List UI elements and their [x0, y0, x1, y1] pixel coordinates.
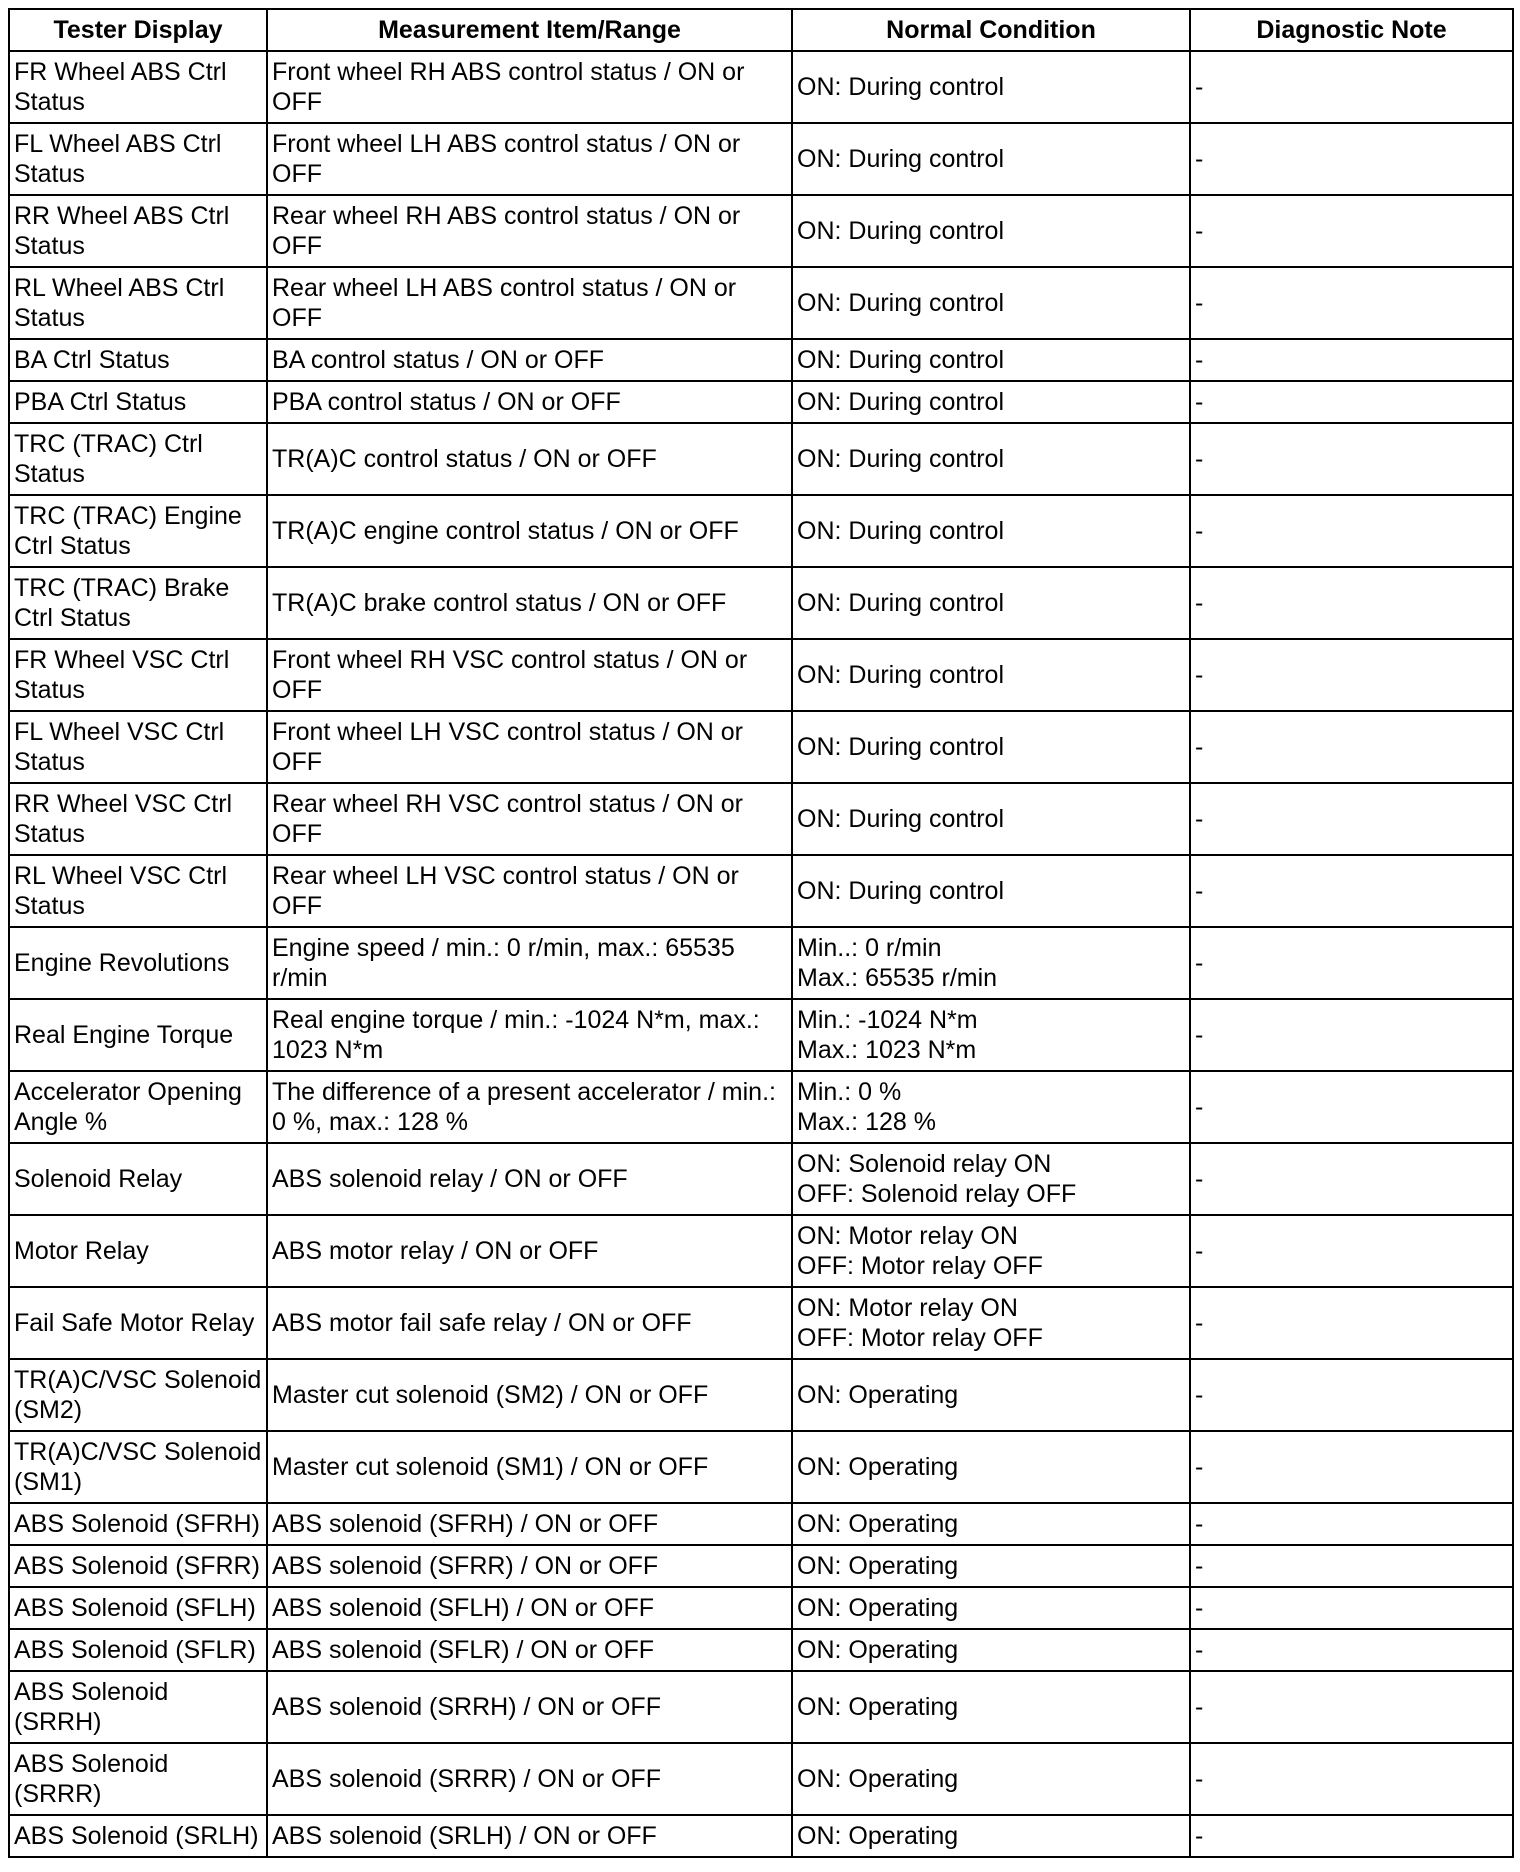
cell-tester-display: FL Wheel ABS Ctrl Status: [9, 123, 267, 195]
cell-normal-condition: ON: Motor relay ON OFF: Motor relay OFF: [792, 1287, 1190, 1359]
cell-measurement-item: BA control status / ON or OFF: [267, 339, 792, 381]
cell-diagnostic-note: -: [1190, 711, 1513, 783]
cell-measurement-item: Rear wheel LH ABS control status / ON or OFF: [267, 267, 792, 339]
cell-tester-display: Engine Revolutions: [9, 927, 267, 999]
cell-normal-condition: ON: Operating: [792, 1359, 1190, 1431]
table-body: [9, 51, 1513, 1857]
data-list-table: [8, 8, 1514, 1858]
cell-normal-condition: ON: During control: [792, 423, 1190, 495]
cell-measurement-item: Real engine torque / min.: -1024 N*m, max.: 1023 N*m: [267, 999, 792, 1071]
table-row: [9, 1431, 1513, 1503]
table-row: [9, 711, 1513, 783]
cell-normal-condition: ON: During control: [792, 381, 1190, 423]
cell-tester-display: TR(A)C/VSC Solenoid (SM2): [9, 1359, 267, 1431]
cell-measurement-item: TR(A)C control status / ON or OFF: [267, 423, 792, 495]
cell-tester-display: FL Wheel VSC Ctrl Status: [9, 711, 267, 783]
cell-normal-condition: ON: During control: [792, 711, 1190, 783]
cell-measurement-item: Master cut solenoid (SM1) / ON or OFF: [267, 1431, 792, 1503]
table-row: [9, 783, 1513, 855]
table-row: [9, 999, 1513, 1071]
table-row: [9, 1815, 1513, 1857]
cell-measurement-item: TR(A)C engine control status / ON or OFF: [267, 495, 792, 567]
cell-tester-display: Motor Relay: [9, 1215, 267, 1287]
table-row: [9, 1671, 1513, 1743]
table-row: [9, 51, 1513, 123]
cell-diagnostic-note: -: [1190, 855, 1513, 927]
cell-diagnostic-note: -: [1190, 1587, 1513, 1629]
cell-measurement-item: Front wheel RH ABS control status / ON or OFF: [267, 51, 792, 123]
header-tester-display: Tester Display: [9, 9, 267, 51]
cell-tester-display: TRC (TRAC) Engine Ctrl Status: [9, 495, 267, 567]
table-row: [9, 1629, 1513, 1671]
cell-tester-display: ABS Solenoid (SFLR): [9, 1629, 267, 1671]
cell-normal-condition: ON: Operating: [792, 1629, 1190, 1671]
cell-tester-display: TRC (TRAC) Brake Ctrl Status: [9, 567, 267, 639]
table-row: [9, 639, 1513, 711]
cell-normal-condition: ON: During control: [792, 567, 1190, 639]
cell-diagnostic-note: -: [1190, 123, 1513, 195]
cell-tester-display: RL Wheel ABS Ctrl Status: [9, 267, 267, 339]
cell-tester-display: ABS Solenoid (SRRH): [9, 1671, 267, 1743]
table-row: [9, 339, 1513, 381]
cell-tester-display: RR Wheel ABS Ctrl Status: [9, 195, 267, 267]
table-row: [9, 495, 1513, 567]
cell-diagnostic-note: -: [1190, 1743, 1513, 1815]
cell-normal-condition: ON: During control: [792, 339, 1190, 381]
table-row: [9, 1359, 1513, 1431]
cell-normal-condition: ON: Operating: [792, 1545, 1190, 1587]
cell-diagnostic-note: -: [1190, 1503, 1513, 1545]
cell-tester-display: FR Wheel VSC Ctrl Status: [9, 639, 267, 711]
cell-diagnostic-note: -: [1190, 1215, 1513, 1287]
document-page: [8, 8, 1512, 1868]
cell-diagnostic-note: -: [1190, 927, 1513, 999]
cell-measurement-item: Rear wheel RH ABS control status / ON or OFF: [267, 195, 792, 267]
cell-normal-condition: ON: During control: [792, 783, 1190, 855]
cell-measurement-item: Front wheel RH VSC control status / ON or OFF: [267, 639, 792, 711]
cell-measurement-item: PBA control status / ON or OFF: [267, 381, 792, 423]
table-row: [9, 567, 1513, 639]
cell-tester-display: ABS Solenoid (SFRH): [9, 1503, 267, 1545]
cell-normal-condition: Min.: -1024 N*m Max.: 1023 N*m: [792, 999, 1190, 1071]
cell-tester-display: Real Engine Torque: [9, 999, 267, 1071]
table-row: [9, 1143, 1513, 1215]
cell-diagnostic-note: -: [1190, 195, 1513, 267]
cell-diagnostic-note: -: [1190, 1359, 1513, 1431]
cell-diagnostic-note: -: [1190, 1071, 1513, 1143]
cell-normal-condition: ON: Solenoid relay ON OFF: Solenoid relay OFF: [792, 1143, 1190, 1215]
cell-normal-condition: ON: During control: [792, 639, 1190, 711]
cell-diagnostic-note: -: [1190, 783, 1513, 855]
table-row: [9, 123, 1513, 195]
table-row: [9, 1545, 1513, 1587]
cell-normal-condition: ON: Operating: [792, 1743, 1190, 1815]
cell-tester-display: ABS Solenoid (SRRR): [9, 1743, 267, 1815]
cell-diagnostic-note: -: [1190, 1143, 1513, 1215]
header-measurement-item: Measurement Item/Range: [267, 9, 792, 51]
cell-normal-condition: ON: During control: [792, 495, 1190, 567]
cell-normal-condition: ON: During control: [792, 123, 1190, 195]
cell-diagnostic-note: -: [1190, 381, 1513, 423]
cell-normal-condition: ON: During control: [792, 855, 1190, 927]
cell-diagnostic-note: -: [1190, 1629, 1513, 1671]
table-row: [9, 381, 1513, 423]
cell-normal-condition: ON: Operating: [792, 1671, 1190, 1743]
cell-diagnostic-note: -: [1190, 1431, 1513, 1503]
cell-measurement-item: TR(A)C brake control status / ON or OFF: [267, 567, 792, 639]
cell-diagnostic-note: -: [1190, 639, 1513, 711]
cell-measurement-item: The difference of a present accelerator / min.: 0 %, max.: 128 %: [267, 1071, 792, 1143]
cell-diagnostic-note: -: [1190, 1671, 1513, 1743]
cell-normal-condition: ON: During control: [792, 195, 1190, 267]
header-diagnostic-note: Diagnostic Note: [1190, 9, 1513, 51]
cell-measurement-item: ABS solenoid (SFLR) / ON or OFF: [267, 1629, 792, 1671]
header-normal-condition: Normal Condition: [792, 9, 1190, 51]
table-row: [9, 1215, 1513, 1287]
table-row: [9, 927, 1513, 999]
cell-measurement-item: Engine speed / min.: 0 r/min, max.: 65535 r/min: [267, 927, 792, 999]
cell-normal-condition: ON: Motor relay ON OFF: Motor relay OFF: [792, 1215, 1190, 1287]
cell-normal-condition: ON: Operating: [792, 1815, 1190, 1857]
table-row: [9, 1587, 1513, 1629]
cell-measurement-item: Master cut solenoid (SM2) / ON or OFF: [267, 1359, 792, 1431]
cell-measurement-item: Front wheel LH VSC control status / ON or OFF: [267, 711, 792, 783]
cell-measurement-item: Rear wheel LH VSC control status / ON or OFF: [267, 855, 792, 927]
cell-measurement-item: ABS solenoid (SRLH) / ON or OFF: [267, 1815, 792, 1857]
cell-diagnostic-note: -: [1190, 495, 1513, 567]
cell-tester-display: RR Wheel VSC Ctrl Status: [9, 783, 267, 855]
cell-tester-display: PBA Ctrl Status: [9, 381, 267, 423]
table-row: [9, 195, 1513, 267]
table-row: [9, 855, 1513, 927]
cell-tester-display: ABS Solenoid (SFRR): [9, 1545, 267, 1587]
cell-diagnostic-note: -: [1190, 339, 1513, 381]
cell-normal-condition: ON: Operating: [792, 1503, 1190, 1545]
table-header-row: [9, 9, 1513, 51]
cell-tester-display: BA Ctrl Status: [9, 339, 267, 381]
cell-measurement-item: Front wheel LH ABS control status / ON or OFF: [267, 123, 792, 195]
cell-tester-display: RL Wheel VSC Ctrl Status: [9, 855, 267, 927]
cell-diagnostic-note: -: [1190, 1545, 1513, 1587]
cell-tester-display: FR Wheel ABS Ctrl Status: [9, 51, 267, 123]
cell-diagnostic-note: -: [1190, 567, 1513, 639]
cell-measurement-item: ABS solenoid (SFRR) / ON or OFF: [267, 1545, 792, 1587]
cell-tester-display: TR(A)C/VSC Solenoid (SM1): [9, 1431, 267, 1503]
cell-tester-display: Solenoid Relay: [9, 1143, 267, 1215]
cell-measurement-item: ABS solenoid (SFRH) / ON or OFF: [267, 1503, 792, 1545]
cell-measurement-item: ABS solenoid (SRRH) / ON or OFF: [267, 1671, 792, 1743]
table-row: [9, 423, 1513, 495]
cell-measurement-item: ABS solenoid relay / ON or OFF: [267, 1143, 792, 1215]
cell-diagnostic-note: -: [1190, 999, 1513, 1071]
cell-normal-condition: Min.: 0 % Max.: 128 %: [792, 1071, 1190, 1143]
cell-measurement-item: Rear wheel RH VSC control status / ON or OFF: [267, 783, 792, 855]
cell-tester-display: Fail Safe Motor Relay: [9, 1287, 267, 1359]
cell-normal-condition: Min..: 0 r/min Max.: 65535 r/min: [792, 927, 1190, 999]
cell-diagnostic-note: -: [1190, 1287, 1513, 1359]
cell-normal-condition: ON: Operating: [792, 1431, 1190, 1503]
table-row: [9, 1071, 1513, 1143]
table-row: [9, 1743, 1513, 1815]
table-row: [9, 1287, 1513, 1359]
cell-diagnostic-note: -: [1190, 51, 1513, 123]
cell-measurement-item: ABS motor relay / ON or OFF: [267, 1215, 792, 1287]
cell-tester-display: TRC (TRAC) Ctrl Status: [9, 423, 267, 495]
cell-normal-condition: ON: Operating: [792, 1587, 1190, 1629]
cell-diagnostic-note: -: [1190, 423, 1513, 495]
cell-normal-condition: ON: During control: [792, 51, 1190, 123]
cell-diagnostic-note: -: [1190, 267, 1513, 339]
cell-measurement-item: ABS motor fail safe relay / ON or OFF: [267, 1287, 792, 1359]
cell-measurement-item: ABS solenoid (SFLH) / ON or OFF: [267, 1587, 792, 1629]
cell-measurement-item: ABS solenoid (SRRR) / ON or OFF: [267, 1743, 792, 1815]
cell-tester-display: ABS Solenoid (SFLH): [9, 1587, 267, 1629]
table-row: [9, 1503, 1513, 1545]
cell-normal-condition: ON: During control: [792, 267, 1190, 339]
cell-tester-display: ABS Solenoid (SRLH): [9, 1815, 267, 1857]
table-row: [9, 267, 1513, 339]
cell-tester-display: Accelerator Opening Angle %: [9, 1071, 267, 1143]
cell-diagnostic-note: -: [1190, 1815, 1513, 1857]
